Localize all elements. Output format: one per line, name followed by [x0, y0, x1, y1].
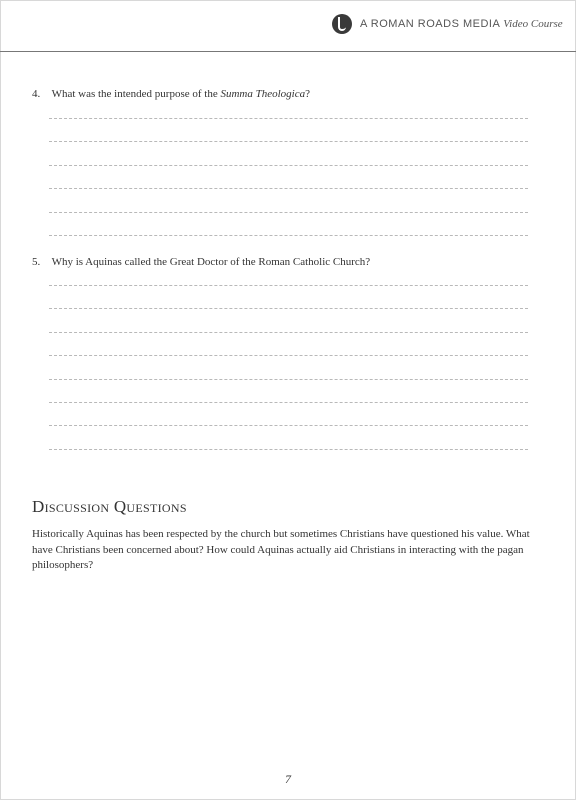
- answer-line[interactable]: [49, 379, 528, 380]
- question-number: 4.: [32, 88, 41, 100]
- brand-name: A ROMAN ROADS MEDIA: [360, 18, 500, 30]
- question-text: What was the intended purpose of the: [51, 88, 221, 100]
- answer-line[interactable]: [49, 332, 528, 333]
- brand-title: [360, 18, 563, 30]
- section-title-discussion: Discussion Questions: [32, 497, 187, 516]
- page-number: 7: [285, 772, 291, 786]
- answer-line[interactable]: [49, 402, 528, 403]
- discussion-text: Historically Aquinas has been respected by the church but sometimes Christians have questioned his value. What have Christians been concerned about? How could Aquinas actually aid Christians in interacting with the pagan philosophers?: [32, 528, 530, 571]
- question-italic-title: Summa Theologica: [220, 88, 306, 100]
- answer-line[interactable]: [49, 165, 528, 166]
- answer-line[interactable]: [49, 235, 528, 236]
- answer-line[interactable]: [49, 425, 528, 426]
- question-5: [32, 256, 370, 268]
- answer-lines-5[interactable]: [49, 285, 528, 472]
- question-text: Why is Aquinas called the Great Doctor of the Roman Catholic Church?: [51, 256, 371, 268]
- answer-line[interactable]: [49, 212, 528, 213]
- answer-line[interactable]: [49, 188, 528, 189]
- answer-line[interactable]: [49, 118, 528, 119]
- answer-line[interactable]: [49, 285, 528, 286]
- brand-suffix: Video Course: [503, 18, 563, 30]
- answer-line[interactable]: [49, 308, 528, 309]
- answer-line[interactable]: [49, 449, 528, 450]
- question-text-end: ?: [305, 88, 311, 100]
- answer-line[interactable]: [49, 355, 528, 356]
- answer-lines-4[interactable]: [49, 118, 528, 258]
- answer-line[interactable]: [49, 141, 528, 142]
- roman-roads-logo-icon: [332, 14, 352, 34]
- question-number: 5.: [32, 256, 41, 268]
- header-divider: [0, 51, 576, 52]
- page-header: [0, 0, 576, 52]
- question-4: [32, 88, 310, 100]
